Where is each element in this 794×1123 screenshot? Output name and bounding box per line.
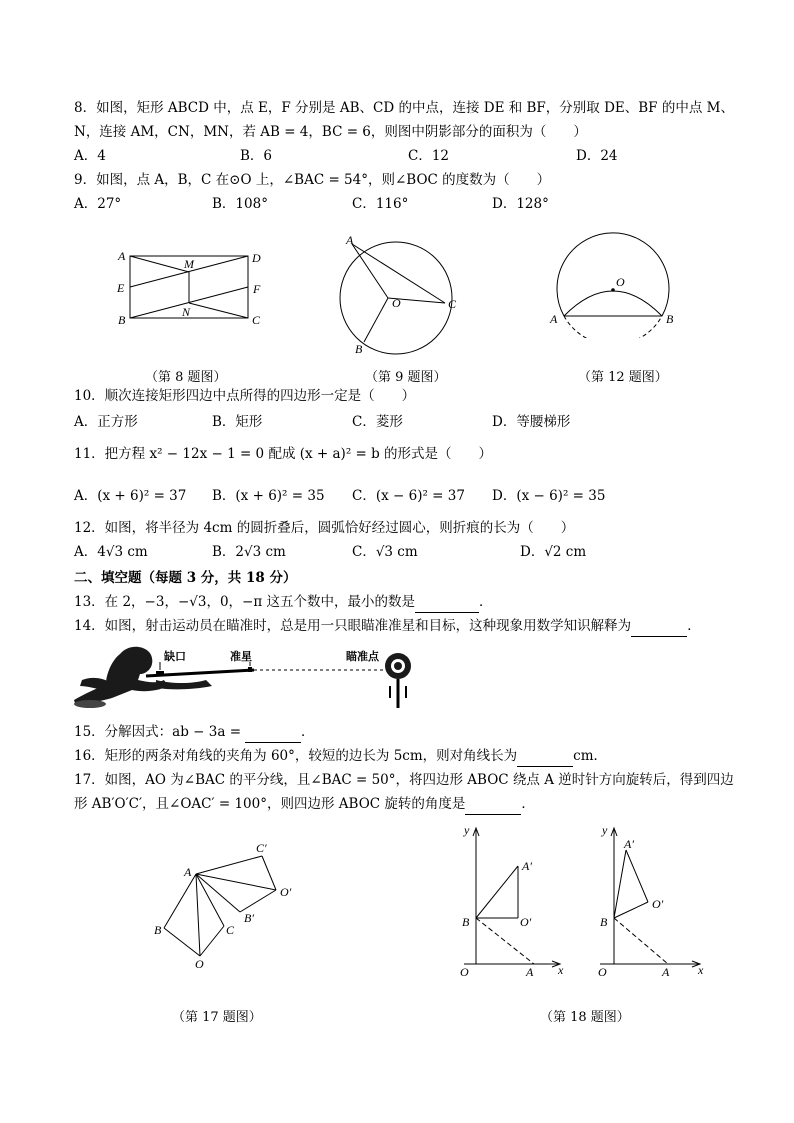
- fig18-left-label-a-prime: A′: [522, 859, 532, 873]
- fig17-caption: （第 17 题图）: [172, 1010, 262, 1025]
- q13-end: ．: [479, 594, 493, 610]
- fig8-label-c: C: [252, 313, 261, 327]
- fig18-left-label-x: x: [558, 963, 564, 977]
- q14-text: 14．如图，射击运动员在瞄准时，总是用一只眼瞄准准星和目标，这种现象用数学知识解释为: [74, 618, 632, 634]
- q12-option-b: B．2√3 cm: [212, 544, 286, 560]
- fig8-label-d: D: [252, 251, 261, 265]
- q14-line: [74, 616, 701, 637]
- fig8-label-e: E: [117, 281, 125, 295]
- q15-line: [74, 722, 315, 743]
- q17-text: 形 AB′O′C′，且∠OAC′ = 100°，则四边形 ABOC 旋转的角度是: [74, 796, 466, 812]
- q10-option-a: A．正方形: [74, 414, 138, 430]
- fig17-label-b-prime: B′: [244, 911, 254, 925]
- fig12-label-a: A: [550, 312, 558, 326]
- q12-option-a: A．4√3 cm: [74, 544, 148, 560]
- q9-option-c: C．116°: [352, 196, 409, 212]
- q12-line1: 12．如图，将半径为 4cm 的圆折叠后，圆弧恰好经过圆心，则折痕的长为（ ）: [74, 520, 575, 536]
- fig9-caption: （第 9 题图）: [365, 370, 447, 385]
- q17-line1: 17．如图，AO 为∠BAC 的平分线，且∠BAC = 50°，将四边形 ABOC 绕点 A 逆时针方向旋转后，得到四边: [74, 772, 734, 788]
- q15-answer-blank[interactable]: [245, 722, 301, 743]
- fig18-right-label-a-prime: A′: [624, 837, 634, 851]
- fig8-label-f: F: [253, 282, 261, 296]
- q14-end: ．: [687, 618, 701, 634]
- q11-line1: 11．把方程 x² − 12x − 1 = 0 配成 (x + a)² = b 的形式是（ ）: [74, 446, 493, 462]
- fig9-label-c: C: [448, 297, 457, 311]
- q8-line1: 8．如图，矩形 ABCD 中，点 E，F 分别是 AB、CD 的中点，连接 DE 和 BF，分别取 DE、BF 的中点 M、: [74, 100, 734, 116]
- q9-option-a: A．27°: [74, 196, 122, 212]
- q13-line: [74, 592, 493, 613]
- fig18-right-label-b: B: [600, 915, 608, 929]
- fig18-right-label-o: O: [598, 965, 607, 979]
- section-2-heading: 二、填空题（每题 3 分，共 18 分）: [74, 570, 297, 586]
- fig17-label-a: A: [184, 865, 192, 879]
- q12-option-d: D．√2 cm: [520, 544, 587, 560]
- fig9-label-o: O: [392, 296, 401, 310]
- q9-line1: 9．如图，点 A，B，C 在⊙O 上，∠BAC = 54°，则∠BOC 的度数为（ ）: [74, 172, 551, 188]
- fig8-label-b: B: [118, 313, 126, 327]
- fig17-label-b: B: [154, 923, 162, 937]
- q10-line1: 10．顺次连接矩形四边中点所得的四边形一定是（ ）: [74, 388, 416, 404]
- q17-end: ．: [521, 796, 535, 812]
- q10-option-c: C．菱形: [352, 414, 403, 430]
- fig18-right-label-a: A: [662, 965, 670, 979]
- fig17-label-c-prime: C′: [256, 841, 267, 855]
- q16-end: cm．: [573, 748, 608, 764]
- q15-end: ．: [301, 724, 315, 740]
- fig18-left-label-a: A: [526, 965, 534, 979]
- q8-option-a: A．4: [74, 148, 106, 164]
- q11-option-a: A．(x + 6)² = 37: [74, 488, 187, 504]
- q12-option-c: C．√3 cm: [352, 544, 418, 560]
- q10-option-d: D．等腰梯形: [492, 414, 571, 430]
- fig8-label-m: M: [184, 257, 194, 271]
- q11-option-c: C．(x − 6)² = 37: [352, 488, 465, 504]
- q13-text: 13．在 2，−3，−√3，0，−π 这五个数中，最小的数是: [74, 594, 416, 610]
- q16-text: 16．矩形的两条对角线的夹角为 60°，较短的边长为 5cm，则对角线长为: [74, 748, 518, 764]
- q11-option-b: B．(x + 6)² = 35: [212, 488, 325, 504]
- fig18-left-label-o-prime: O′: [520, 915, 532, 929]
- q8-line2: N，连接 AM，CN，MN，若 AB = 4，BC = 6，则图中阴影部分的面积为（ ）: [74, 124, 587, 140]
- q9-option-b: B．108°: [212, 196, 268, 212]
- fig14-label-front-sight: 准星: [230, 650, 252, 663]
- fig18-left-label-o: O: [460, 965, 469, 979]
- q17-answer-blank[interactable]: [465, 794, 521, 815]
- fig14-label-notch: 缺口: [164, 650, 186, 663]
- fig18-right-label-o-prime: O′: [652, 897, 664, 911]
- q9-option-d: D．128°: [492, 196, 549, 212]
- fig17-label-o-prime: O′: [280, 885, 292, 899]
- fig18-caption: （第 18 题图）: [540, 1010, 630, 1025]
- q14-answer-blank[interactable]: [631, 616, 687, 637]
- q11-option-d: D．(x − 6)² = 35: [492, 488, 606, 504]
- fig17-label-o: O: [195, 957, 204, 971]
- figure-8: [110, 246, 270, 332]
- q16-answer-blank[interactable]: [517, 746, 573, 767]
- figure-12: [540, 228, 690, 338]
- fig14-label-aim-point: 瞄准点: [346, 650, 379, 663]
- fig18-left-label-y: y: [464, 823, 470, 837]
- fig18-left-label-b: B: [462, 915, 470, 929]
- q10-option-b: B．矩形: [212, 414, 263, 430]
- fig18-right-label-y: y: [602, 823, 608, 837]
- q16-line: [74, 746, 607, 767]
- fig8-label-n: N: [182, 305, 191, 319]
- fig12-label-o: O: [616, 275, 625, 289]
- q17-line2: [74, 794, 535, 815]
- figure-18: [450, 820, 715, 980]
- figure-14-shooter: [72, 640, 422, 712]
- fig8-label-a: A: [118, 249, 126, 263]
- figure-17: [150, 840, 310, 980]
- q8-option-b: B．6: [240, 148, 273, 164]
- fig9-label-b: B: [355, 342, 363, 356]
- figure-9: [330, 230, 470, 360]
- fig18-right-label-x: x: [698, 963, 704, 977]
- q8-option-d: D．24: [576, 148, 618, 164]
- fig8-caption: （第 8 题图）: [145, 370, 227, 385]
- q15-text: 15．分解因式：ab − 3a =: [74, 724, 242, 740]
- fig12-label-b: B: [666, 312, 674, 326]
- fig9-label-a: A: [346, 233, 354, 247]
- fig17-label-c: C: [226, 923, 235, 937]
- q13-answer-blank[interactable]: [415, 592, 479, 613]
- fig12-caption: （第 12 题图）: [578, 370, 668, 385]
- q8-option-c: C．12: [408, 148, 450, 164]
